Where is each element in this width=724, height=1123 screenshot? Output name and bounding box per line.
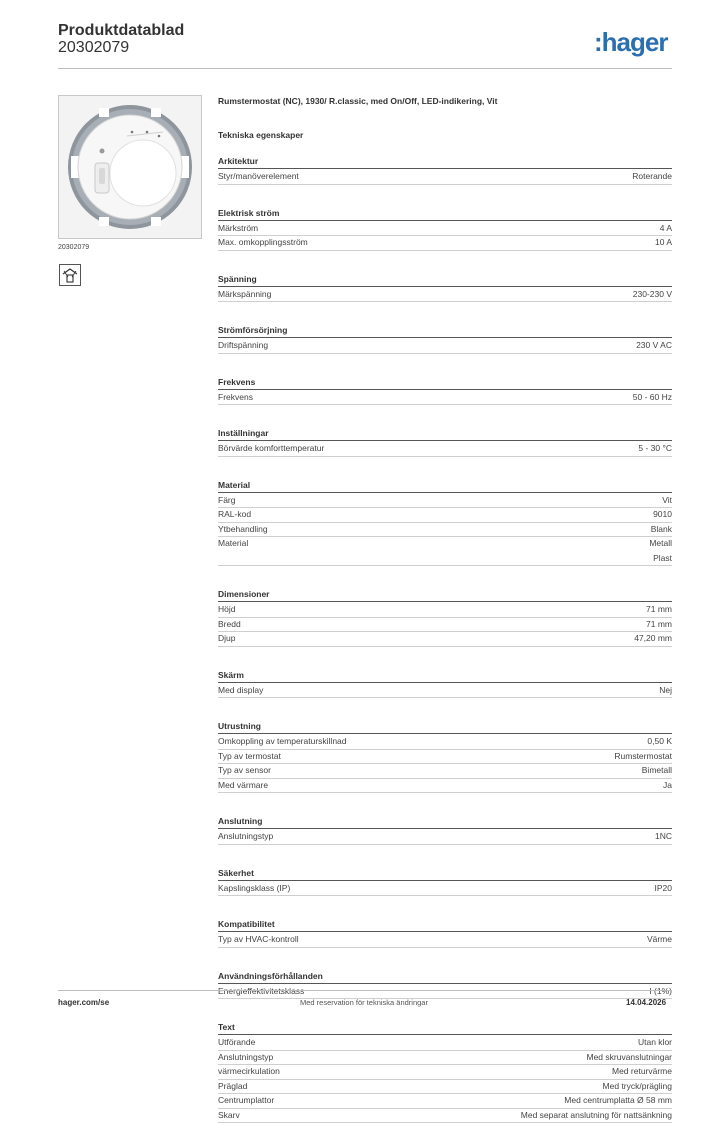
spec-label: Driftspänning bbox=[218, 340, 269, 350]
spec-label: Anslutningstyp bbox=[218, 831, 274, 841]
spec-value: 1NC bbox=[654, 831, 672, 841]
section-heading: Strömförsörjning bbox=[218, 325, 288, 335]
spec-value: 50 - 60 Hz bbox=[632, 391, 672, 402]
spec-label: Börvärde komforttemperatur bbox=[218, 443, 325, 453]
row-divider bbox=[218, 947, 672, 948]
spec-value: Ja bbox=[663, 779, 672, 790]
spec-label: Anslutningstyp bbox=[218, 1051, 274, 1062]
spec-label: Ytbehandling bbox=[218, 523, 268, 534]
section-heading: Skärm bbox=[218, 669, 244, 680]
spec-label: Med display bbox=[218, 684, 264, 695]
spec-label: Präglad bbox=[218, 1080, 248, 1091]
spec-value: Blank bbox=[650, 523, 672, 534]
spec-row bbox=[218, 1079, 672, 1094]
spec-value: 71 mm bbox=[646, 618, 672, 629]
spec-row bbox=[218, 763, 672, 778]
spec-value: Bimetall bbox=[641, 765, 672, 775]
section-heading: Arkitektur bbox=[218, 156, 259, 166]
row-divider bbox=[218, 998, 672, 999]
spec-row bbox=[218, 1093, 672, 1108]
section-heading: Text bbox=[218, 1022, 235, 1032]
article-number: 20302079 bbox=[58, 39, 130, 56]
spec-value: Med returvärme bbox=[612, 1066, 672, 1076]
row-divider bbox=[218, 895, 672, 896]
spec-value: Vit bbox=[662, 494, 672, 505]
spec-value: Med skruvanslutningar bbox=[586, 1051, 672, 1062]
document-title: Produktdatablad bbox=[58, 22, 185, 39]
spec-value: Med separat anslutning för nattsänkning bbox=[520, 1109, 672, 1120]
spec-row bbox=[218, 441, 672, 456]
row-divider bbox=[218, 301, 672, 302]
spec-value: Utan klor bbox=[637, 1037, 672, 1047]
section-heading: Användningsförhållanden bbox=[218, 970, 323, 981]
spec-row bbox=[218, 338, 672, 353]
spec-row bbox=[218, 734, 672, 749]
footer-website: hager.com/se bbox=[58, 998, 110, 1007]
spec-label: Djup bbox=[218, 633, 236, 643]
spec-label: Frekvens bbox=[218, 391, 253, 402]
spec-row bbox=[218, 390, 672, 405]
spec-row bbox=[218, 778, 672, 793]
spec-label: Max. omkopplingsström bbox=[218, 237, 308, 247]
spec-row bbox=[218, 1050, 672, 1065]
thermostat-illustration bbox=[59, 96, 201, 238]
spec-value: Värme bbox=[646, 934, 672, 944]
row-divider bbox=[218, 353, 672, 354]
spec-label: RAL-kod bbox=[218, 509, 252, 519]
spec-value: IP20 bbox=[654, 882, 672, 893]
spec-row bbox=[218, 221, 672, 236]
spec-row bbox=[218, 1108, 672, 1123]
section-heading: Dimensioner bbox=[218, 589, 270, 599]
spec-row bbox=[218, 507, 672, 522]
spec-row bbox=[218, 493, 672, 508]
spec-label: Typ av termostat bbox=[218, 750, 281, 761]
spec-label: Styr/manöverelement bbox=[218, 171, 299, 181]
row-divider bbox=[218, 646, 672, 647]
spec-row bbox=[218, 235, 672, 250]
row-divider bbox=[218, 456, 672, 457]
spec-value: 10 A bbox=[654, 237, 672, 247]
header-divider bbox=[58, 68, 672, 69]
spec-row bbox=[218, 683, 672, 698]
spec-label: Märkspänning bbox=[218, 288, 272, 299]
spec-value: 47,20 mm bbox=[634, 633, 672, 643]
spec-row bbox=[218, 829, 672, 844]
spec-label: Typ av sensor bbox=[218, 765, 271, 775]
spec-value: 9010 bbox=[653, 509, 672, 519]
spec-label: Material bbox=[218, 538, 249, 548]
row-divider bbox=[218, 792, 672, 793]
section-heading: Spänning bbox=[218, 273, 257, 284]
spec-row bbox=[218, 169, 672, 184]
spec-value: Roterande bbox=[632, 171, 672, 181]
spec-label: Märkström bbox=[218, 222, 259, 233]
section-heading: Anslutning bbox=[218, 816, 263, 826]
spec-label: Skarv bbox=[218, 1109, 240, 1120]
product-image bbox=[58, 95, 202, 239]
section-heading: Inställningar bbox=[218, 428, 269, 438]
spec-row bbox=[218, 932, 672, 947]
spec-value: 0,50 K bbox=[647, 736, 672, 746]
spec-label: Höjd bbox=[218, 604, 236, 614]
technical-heading: Tekniska egenskaper bbox=[218, 130, 304, 140]
spec-row bbox=[218, 631, 672, 646]
spec-row bbox=[218, 287, 672, 302]
footer-divider bbox=[58, 990, 672, 991]
row-divider bbox=[218, 565, 672, 566]
spec-value: Rumstermostat bbox=[614, 750, 672, 761]
spec-label: Centrumplattor bbox=[218, 1095, 275, 1105]
spec-row bbox=[218, 602, 672, 617]
spec-value: 4 A bbox=[659, 222, 672, 233]
product-title: Rumstermostat (NC), 1930/ R.classic, med On/Off, LED-indikering, Vit bbox=[218, 96, 498, 106]
row-divider bbox=[218, 250, 672, 251]
section-heading: Säkerhet bbox=[218, 867, 254, 878]
building-standard-icon bbox=[59, 264, 81, 286]
footer-date: 14.04.2026 bbox=[626, 998, 667, 1007]
spec-label: Omkoppling av temperaturskillnad bbox=[218, 736, 347, 746]
section-heading: Kompatibilitet bbox=[218, 919, 275, 929]
row-divider bbox=[218, 184, 672, 185]
footer-disclaimer: Med reservation för tekniska ändringar bbox=[300, 998, 428, 1007]
spec-value: Metall bbox=[649, 538, 672, 548]
spec-value: Med tryck/prägling bbox=[602, 1080, 672, 1091]
spec-row bbox=[218, 1035, 672, 1050]
spec-label: Kapslingsklass (IP) bbox=[218, 882, 291, 893]
spec-label: värmecirkulation bbox=[218, 1066, 280, 1076]
spec-row bbox=[218, 1064, 672, 1079]
row-divider bbox=[218, 697, 672, 698]
spec-value: 230 V AC bbox=[636, 340, 672, 350]
spec-row bbox=[218, 749, 672, 764]
spec-label: Bredd bbox=[218, 618, 241, 629]
section-heading: Utrustning bbox=[218, 721, 261, 731]
spec-row bbox=[218, 522, 672, 537]
spec-value: Nej bbox=[659, 684, 672, 695]
image-caption: 20302079 bbox=[58, 244, 90, 251]
spec-label: Färg bbox=[218, 494, 236, 505]
spec-value-secondary: Plast bbox=[653, 552, 672, 563]
row-divider bbox=[218, 404, 672, 405]
spec-value: Med centrumplatta Ø 58 mm bbox=[564, 1095, 672, 1105]
spec-value: 230-230 V bbox=[632, 288, 672, 299]
spec-value: 71 mm bbox=[646, 604, 672, 614]
spec-label: Utförande bbox=[218, 1037, 256, 1047]
spec-row bbox=[218, 617, 672, 632]
spec-value: 5 - 30 °C bbox=[638, 443, 672, 453]
hager-logo: :hager bbox=[594, 27, 668, 57]
spec-row bbox=[218, 881, 672, 896]
spec-label: Typ av HVAC-kontroll bbox=[218, 934, 299, 944]
section-heading: Elektrisk ström bbox=[218, 207, 280, 218]
section-heading: Frekvens bbox=[218, 376, 256, 387]
section-heading: Material bbox=[218, 479, 251, 490]
spec-row bbox=[218, 536, 672, 565]
spec-label: Med värmare bbox=[218, 779, 269, 790]
row-divider bbox=[218, 844, 672, 845]
